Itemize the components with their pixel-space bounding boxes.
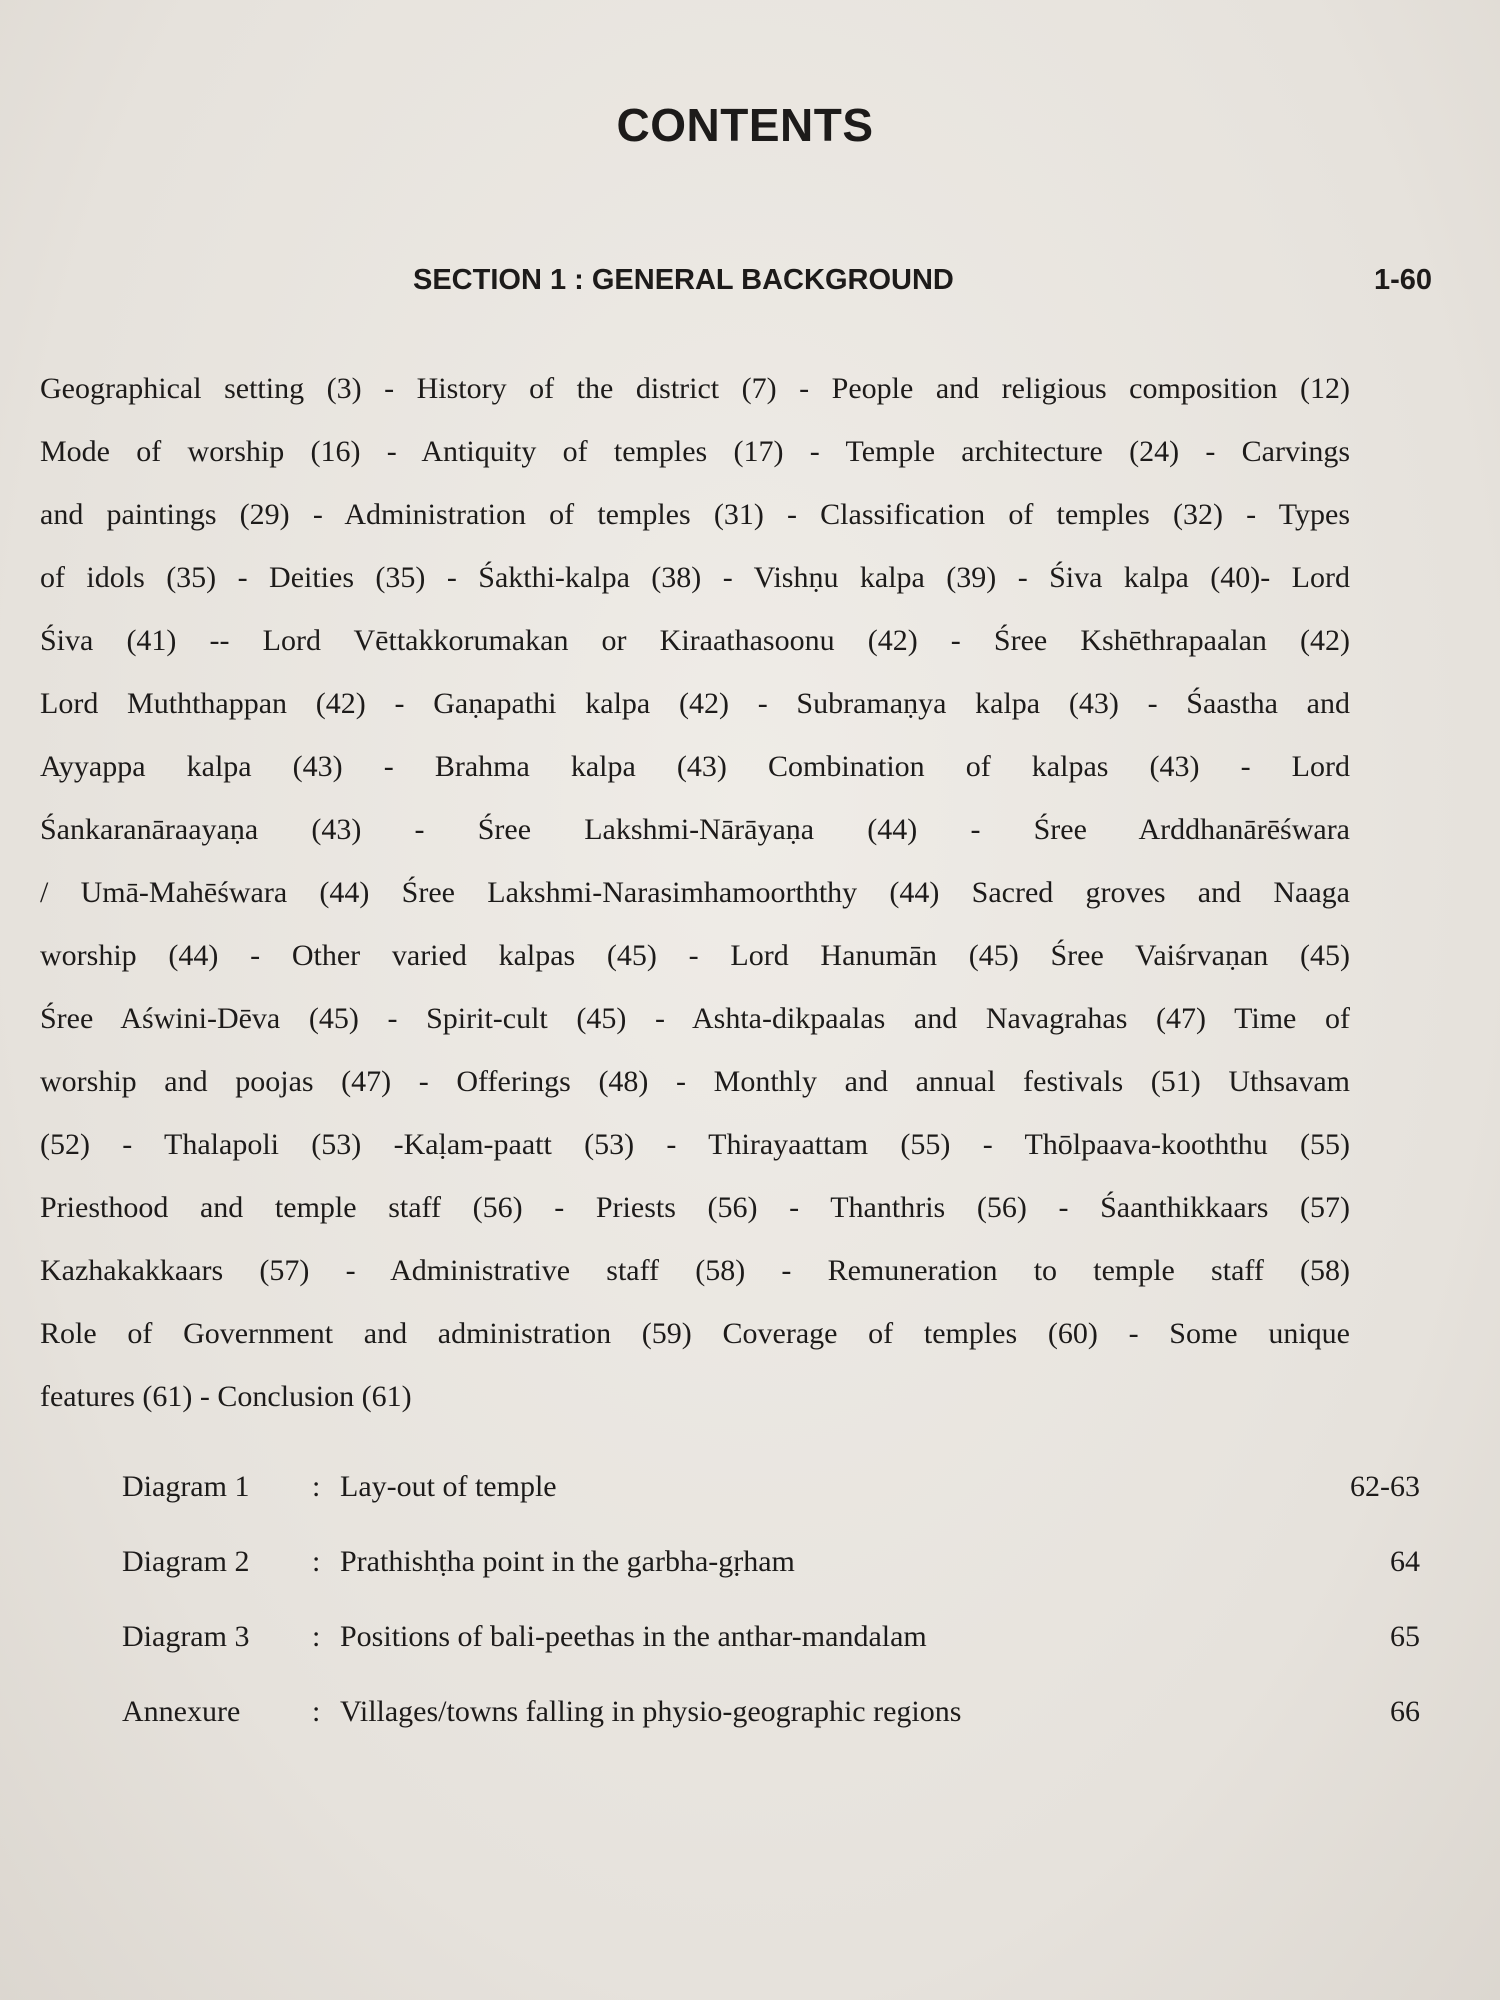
summary-line: Role of Government and administration (59) Coverage of temples (60) - Some unique xyxy=(40,1317,1350,1350)
diagram-page: 62-63 xyxy=(1350,1470,1420,1503)
diagram-list xyxy=(122,1470,1420,1770)
diagram-entry xyxy=(122,1545,1420,1620)
diagram-label: Diagram 1 xyxy=(122,1470,250,1503)
summary-line: worship (44) - Other varied kalpas (45) - Lord Hanumān (45) Śree Vaiśrvaṇan (45) xyxy=(40,939,1350,972)
section-summary xyxy=(40,357,1350,1428)
summary-line: and paintings (29) - Administration of temples (31) - Classification of temples (32) - Types xyxy=(40,498,1350,531)
summary-line: Geographical setting (3) - History of the district (7) - People and religious composition (12) xyxy=(40,372,1350,405)
annexure-page: 66 xyxy=(1390,1695,1420,1728)
section-page-range: 1-60 xyxy=(1373,264,1432,296)
diagram-entry xyxy=(122,1470,1420,1545)
summary-line: Śree Aświni-Dēva (45) - Spirit-cult (45) - Ashta-dikpaalas and Navagrahas (47) Time of xyxy=(40,1002,1350,1035)
diagram-entry xyxy=(122,1620,1420,1695)
summary-line: Kazhakakkaars (57) - Administrative staff (58) - Remuneration to temple staff (58) xyxy=(40,1254,1350,1287)
diagram-label: Diagram 3 xyxy=(122,1620,250,1653)
summary-line: Śiva (41) -- Lord Vēttakkorumakan or Kiraathasoonu (42) - Śree Kshēthrapaalan (42) xyxy=(40,624,1350,657)
separator: : xyxy=(312,1695,321,1728)
summary-line: (52) - Thalapoli (53) -Kaḷam-paatt (53) - Thirayaattam (55) - Thōlpaava-kooththu (55) xyxy=(40,1128,1350,1161)
section-title: SECTION 1 : GENERAL BACKGROUND xyxy=(413,264,954,296)
diagram-page: 64 xyxy=(1390,1545,1420,1578)
diagram-title: Prathishṭha point in the garbha-gṛham xyxy=(340,1545,795,1578)
diagram-page: 65 xyxy=(1390,1620,1420,1653)
separator: : xyxy=(312,1620,321,1653)
summary-line: Ayyappa kalpa (43) - Brahma kalpa (43) Combination of kalpas (43) - Lord xyxy=(40,750,1350,783)
summary-line: features (61) - Conclusion (61) xyxy=(40,1380,412,1413)
summary-line: Mode of worship (16) - Antiquity of temples (17) - Temple architecture (24) - Carvings xyxy=(40,435,1350,468)
annexure-label: Annexure xyxy=(122,1695,241,1728)
separator: : xyxy=(312,1470,321,1503)
page-title: CONTENTS xyxy=(616,99,874,151)
separator: : xyxy=(312,1545,321,1578)
summary-line: / Umā-Mahēśwara (44) Śree Lakshmi-Narasimhamoorththy (44) Sacred groves and Naaga xyxy=(40,876,1350,909)
summary-line: of idols (35) - Deities (35) - Śakthi-kalpa (38) - Vishṇu kalpa (39) - Śiva kalpa (40)- Lord xyxy=(40,561,1350,594)
summary-line: Śankaranāraayaṇa (43) - Śree Lakshmi-Nārāyaṇa (44) - Śree Arddhanārēśwara xyxy=(40,813,1350,846)
diagram-label: Diagram 2 xyxy=(122,1545,250,1578)
diagram-title: Positions of bali-peethas in the anthar-mandalam xyxy=(340,1620,927,1653)
annexure-title: Villages/towns falling in physio-geographic regions xyxy=(340,1695,962,1728)
diagram-title: Lay-out of temple xyxy=(340,1470,557,1503)
annexure-entry xyxy=(122,1695,1420,1770)
summary-line: Lord Muththappan (42) - Gaṇapathi kalpa (42) - Subramaṇya kalpa (43) - Śaastha and xyxy=(40,687,1350,720)
summary-line: worship and poojas (47) - Offerings (48) - Monthly and annual festivals (51) Uthsavam xyxy=(40,1065,1350,1098)
summary-line: Priesthood and temple staff (56) - Priests (56) - Thanthris (56) - Śaanthikkaars (57) xyxy=(40,1191,1350,1224)
